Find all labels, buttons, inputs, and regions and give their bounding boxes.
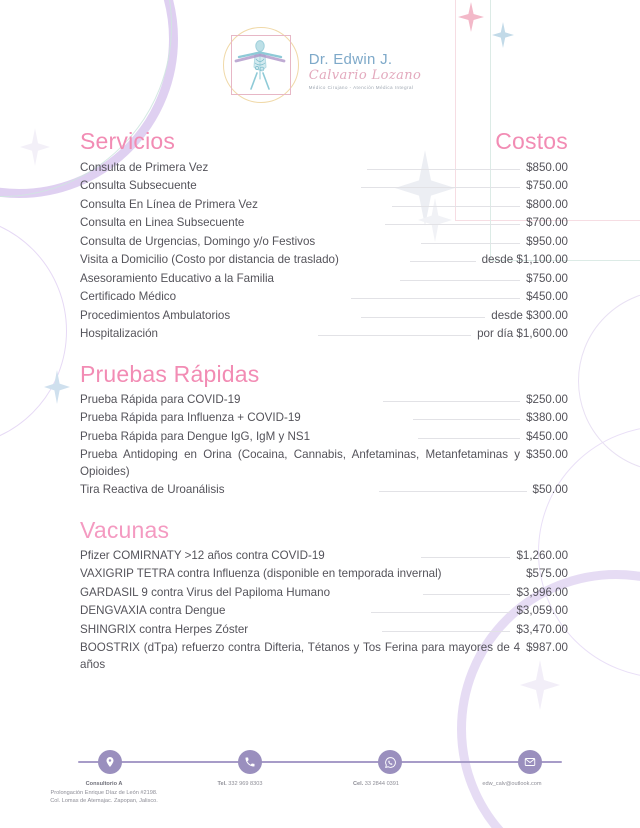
price-row-value: $3,059.00 [516,604,569,618]
price-row-value: $1,260.00 [516,548,569,562]
price-row-value: $450.00 [526,290,568,304]
price-row-name: Certificado Médico [80,290,177,304]
footer-icon-bar [78,750,562,774]
leader-line [379,491,527,492]
footer-address-line1: Prolongación Enrique Díaz de León #2198. [50,789,158,796]
leader-line [318,335,472,336]
footer [0,750,640,806]
price-row-name: Visita a Domicilio (Costo por distancia de traslado) [80,253,339,267]
footer-tel-value: 332 969 8303 [228,781,263,788]
price-row [80,640,568,674]
whatsapp-icon [378,750,402,774]
leader-line [418,438,520,439]
price-row-name: Consulta en Linea Subsecuente [80,216,245,230]
price-row-value: $380.00 [526,411,568,425]
price-row [80,585,568,602]
price-row-name: Prueba Antidoping en Orina (Cocaina, Cannabis, Anfetaminas, Metanfetaminas y Opioides) [80,448,521,478]
leader-line [421,243,520,244]
leader-line [367,169,520,170]
envelope-icon [518,750,542,774]
brand-signature: Calvario Lozano [308,67,422,83]
price-row-value: desde $1,100.00 [481,253,568,267]
price-row [80,566,568,583]
price-row-name: DENGVAXIA contra Dengue [80,604,226,618]
price-row-value: $575.00 [526,567,568,581]
leader-line [351,298,520,299]
price-row-value: $350.00 [526,448,568,462]
price-row-name: Hospitalización [80,327,158,341]
price-row [80,160,568,177]
price-row [80,622,568,639]
price-row-value: $750.00 [526,271,569,285]
footer-email[interactable] [444,780,580,806]
leader-line [371,612,511,613]
price-row [80,215,568,232]
leader-line [400,280,520,281]
logo [219,23,301,105]
price-row [80,252,568,269]
price-row-value: $800.00 [526,197,569,211]
price-row-name: VAXIGRIP TETRA contra Influenza (disponible en temporada invernal) [80,567,442,581]
footer-address-title: Consultorio A [85,781,123,788]
price-row-name: Asesoramiento Educativo a la Familia [80,271,274,285]
price-row-name: Consulta Subsecuente [80,179,197,193]
price-row-name: Prueba Rápida para Influenza + COVID-19 [80,411,301,425]
footer-address [36,780,172,806]
price-row-name: Prueba Rápida para Dengue IgG, IgM y NS1 [80,429,311,443]
price-row-value: $50.00 [532,483,568,497]
price-row [80,603,568,620]
vitruvian-anatomy-icon [231,35,289,93]
price-row [80,271,568,288]
price-row-value: $750.00 [526,179,568,193]
price-row [80,197,568,214]
price-section [80,518,568,674]
price-row [80,429,568,446]
price-section [80,362,568,500]
footer-details [36,780,580,806]
leader-line [361,317,486,318]
footer-cel-label: Cel. [352,781,364,788]
section-title: Pruebas Rápidas [80,360,260,387]
price-row-name: Tira Reactiva de Uroanálisis [80,483,225,497]
price-row-name: Consulta de Primera Vez [80,161,209,174]
price-row-name: Consulta de Urgencias, Domingo y/o Festivos [80,234,316,248]
price-row-value: $3,996.00 [516,585,569,599]
price-row-value: $850.00 [526,161,569,174]
footer-tel-label: Tel. [217,781,227,788]
header [0,0,640,128]
price-row-value: $250.00 [526,392,569,406]
price-row-name: Pfizer COMIRNATY >12 años contra COVID-19 [80,548,325,562]
leader-line [385,224,520,225]
price-row [80,548,568,565]
price-row [80,326,568,343]
price-row-value: $950.00 [526,234,569,248]
section-header [80,128,568,155]
location-pin-icon [98,750,122,774]
price-row-value: desde $300.00 [491,308,568,322]
footer-cel-value: 33 2844 0391 [364,781,400,788]
price-row [80,308,568,325]
price-row [80,392,568,409]
footer-cel[interactable] [308,780,444,806]
price-row [80,410,568,427]
section-header [80,518,568,543]
costs-column-label: Costos [495,128,568,154]
leader-line [413,419,520,420]
price-row-name: Consulta En Línea de Primera Vez [80,197,258,211]
leader-line [410,261,475,262]
price-row-value: $3,470.00 [516,622,568,636]
price-row-name: Procedimientos Ambulatorios [80,308,231,322]
price-row [80,178,568,195]
footer-email-value: edw_calv@outlook.com [482,781,542,788]
price-row-name: GARDASIL 9 contra Virus del Papiloma Humano [80,585,331,599]
price-row [80,289,568,306]
price-row [80,447,568,481]
price-row-value: $700.00 [526,216,569,230]
price-section [80,128,568,344]
leader-line [423,594,510,595]
price-row-name: BOOSTRIX (dTpa) refuerzo contra Difteria, Tétanos y Tos Ferina para mayores de 4 años [80,641,521,671]
footer-address-line2: Col. Lomas de Atemajac. Zapopan, Jalisco. [50,798,158,805]
price-row-value: por día $1,600.00 [477,327,569,341]
leader-line [382,631,510,632]
section-header [80,362,568,387]
price-row-value: $987.00 [526,641,568,655]
price-row [80,234,568,251]
footer-tel[interactable] [172,780,308,806]
price-row [80,482,568,499]
price-row-value: $450.00 [526,429,568,443]
brand-tagline: Médico Cirujano - Atención Médica Integral [308,84,414,90]
section-title: Servicios [80,128,176,154]
phone-icon [238,750,262,774]
price-row-name: Prueba Rápida para COVID-19 [80,392,241,406]
leader-line [361,187,520,188]
leader-line [392,206,520,207]
brand-block [309,38,422,90]
brand-name: Dr. Edwin J. [308,50,393,68]
section-title: Vacunas [80,516,170,543]
price-row-name: SHINGRIX contra Herpes Zóster [80,622,249,636]
price-list-content [0,128,640,674]
leader-line [421,557,511,558]
leader-line [383,401,520,402]
